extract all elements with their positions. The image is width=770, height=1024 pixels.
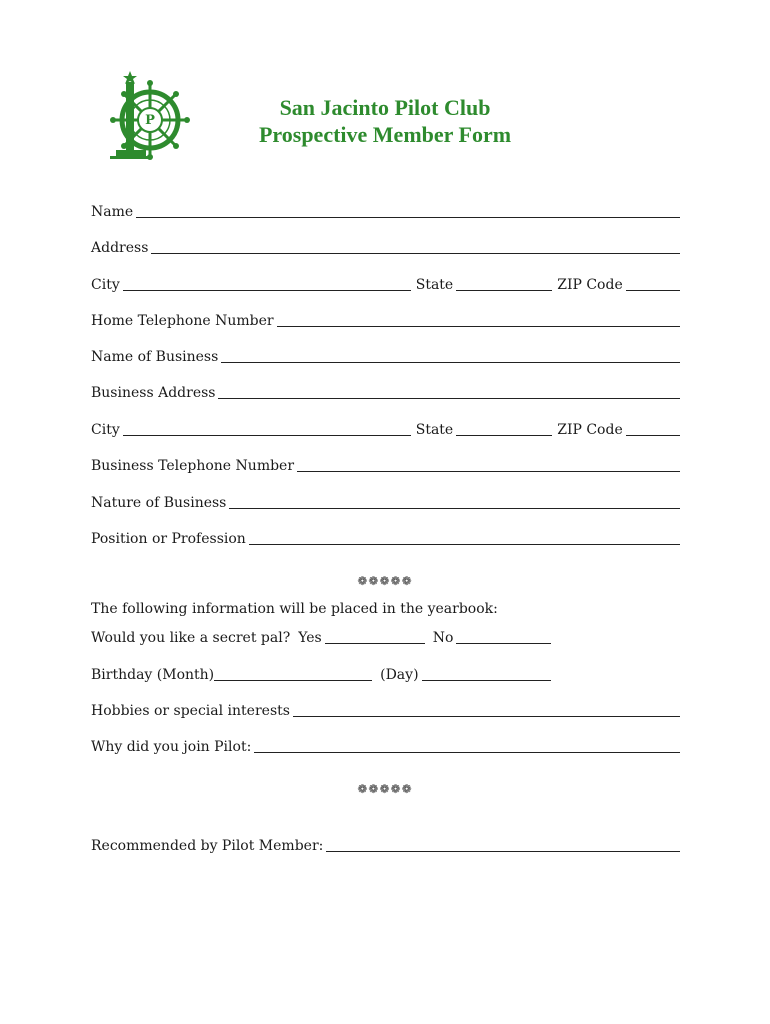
city-field[interactable]: [123, 290, 411, 291]
zip-field[interactable]: [626, 290, 680, 291]
why-join-label: Why did you join Pilot:: [91, 739, 252, 755]
address-label: Address: [91, 240, 149, 256]
business-city-label: City: [91, 422, 120, 438]
business-zip-field[interactable]: [626, 435, 680, 436]
business-city-row: [91, 420, 680, 438]
business-state-field[interactable]: [456, 435, 552, 436]
city-label: City: [91, 277, 120, 293]
city-row: [91, 275, 680, 293]
business-phone-field[interactable]: [297, 471, 680, 472]
secret-pal-no-field[interactable]: [456, 643, 551, 644]
logo-letter: P: [145, 113, 155, 128]
secret-pal-yes-label: Yes: [298, 630, 322, 646]
secret-pal-yes-field[interactable]: [325, 643, 425, 644]
name-field[interactable]: [136, 217, 680, 218]
nature-business-label: Nature of Business: [91, 495, 227, 511]
business-city-field[interactable]: [123, 435, 411, 436]
pilot-club-logo: [104, 70, 196, 162]
business-state-label: State: [415, 422, 454, 438]
state-field[interactable]: [456, 290, 552, 291]
business-phone-label: Business Telephone Number: [91, 458, 295, 474]
business-zip-label: ZIP Code: [557, 422, 623, 438]
recommended-label: Recommended by Pilot Member:: [91, 838, 324, 854]
business-phone-row: [91, 456, 680, 474]
home-phone-field[interactable]: [277, 326, 680, 327]
section-divider: ❁❁❁❁❁: [357, 574, 413, 588]
why-join-row: [91, 737, 680, 755]
hobbies-row: [91, 701, 680, 719]
recommended-row: [91, 836, 680, 854]
position-row: [91, 529, 680, 547]
nature-business-field[interactable]: [229, 508, 680, 509]
address-row: [91, 238, 680, 256]
form-subtitle: Prospective Member Form: [258, 122, 512, 147]
section-divider: ❁❁❁❁❁: [357, 782, 413, 796]
yearbook-intro: The following information will be placed in the yearbook:: [91, 601, 498, 617]
birthday-day-field[interactable]: [422, 680, 551, 681]
secret-pal-row: [91, 628, 551, 646]
position-label: Position or Profession: [91, 531, 246, 547]
birthday-day-label: (Day): [380, 667, 419, 683]
business-address-row: [91, 383, 680, 401]
birthday-row: [91, 665, 551, 683]
why-join-field[interactable]: [254, 752, 680, 753]
nature-business-row: [91, 493, 680, 511]
business-name-row: [91, 347, 680, 365]
name-row: [91, 202, 680, 220]
state-label: State: [415, 277, 454, 293]
hobbies-label: Hobbies or special interests: [91, 703, 290, 719]
birthday-month-field[interactable]: [214, 680, 372, 681]
form-title: San Jacinto Pilot Club: [279, 95, 491, 120]
home-phone-label: Home Telephone Number: [91, 313, 274, 329]
business-address-label: Business Address: [91, 385, 216, 401]
secret-pal-no-label: No: [432, 630, 454, 646]
secret-pal-label: Would you like a secret pal?: [91, 630, 291, 646]
business-name-field[interactable]: [221, 362, 680, 363]
name-label: Name: [91, 204, 134, 220]
birthday-month-label: Birthday (Month): [91, 667, 215, 683]
business-name-label: Name of Business: [91, 349, 219, 365]
business-address-field[interactable]: [218, 398, 680, 399]
position-field[interactable]: [249, 544, 680, 545]
recommended-field[interactable]: [326, 851, 680, 852]
hobbies-field[interactable]: [293, 716, 680, 717]
home-phone-row: [91, 311, 680, 329]
address-field[interactable]: [151, 253, 680, 254]
zip-label: ZIP Code: [557, 277, 623, 293]
